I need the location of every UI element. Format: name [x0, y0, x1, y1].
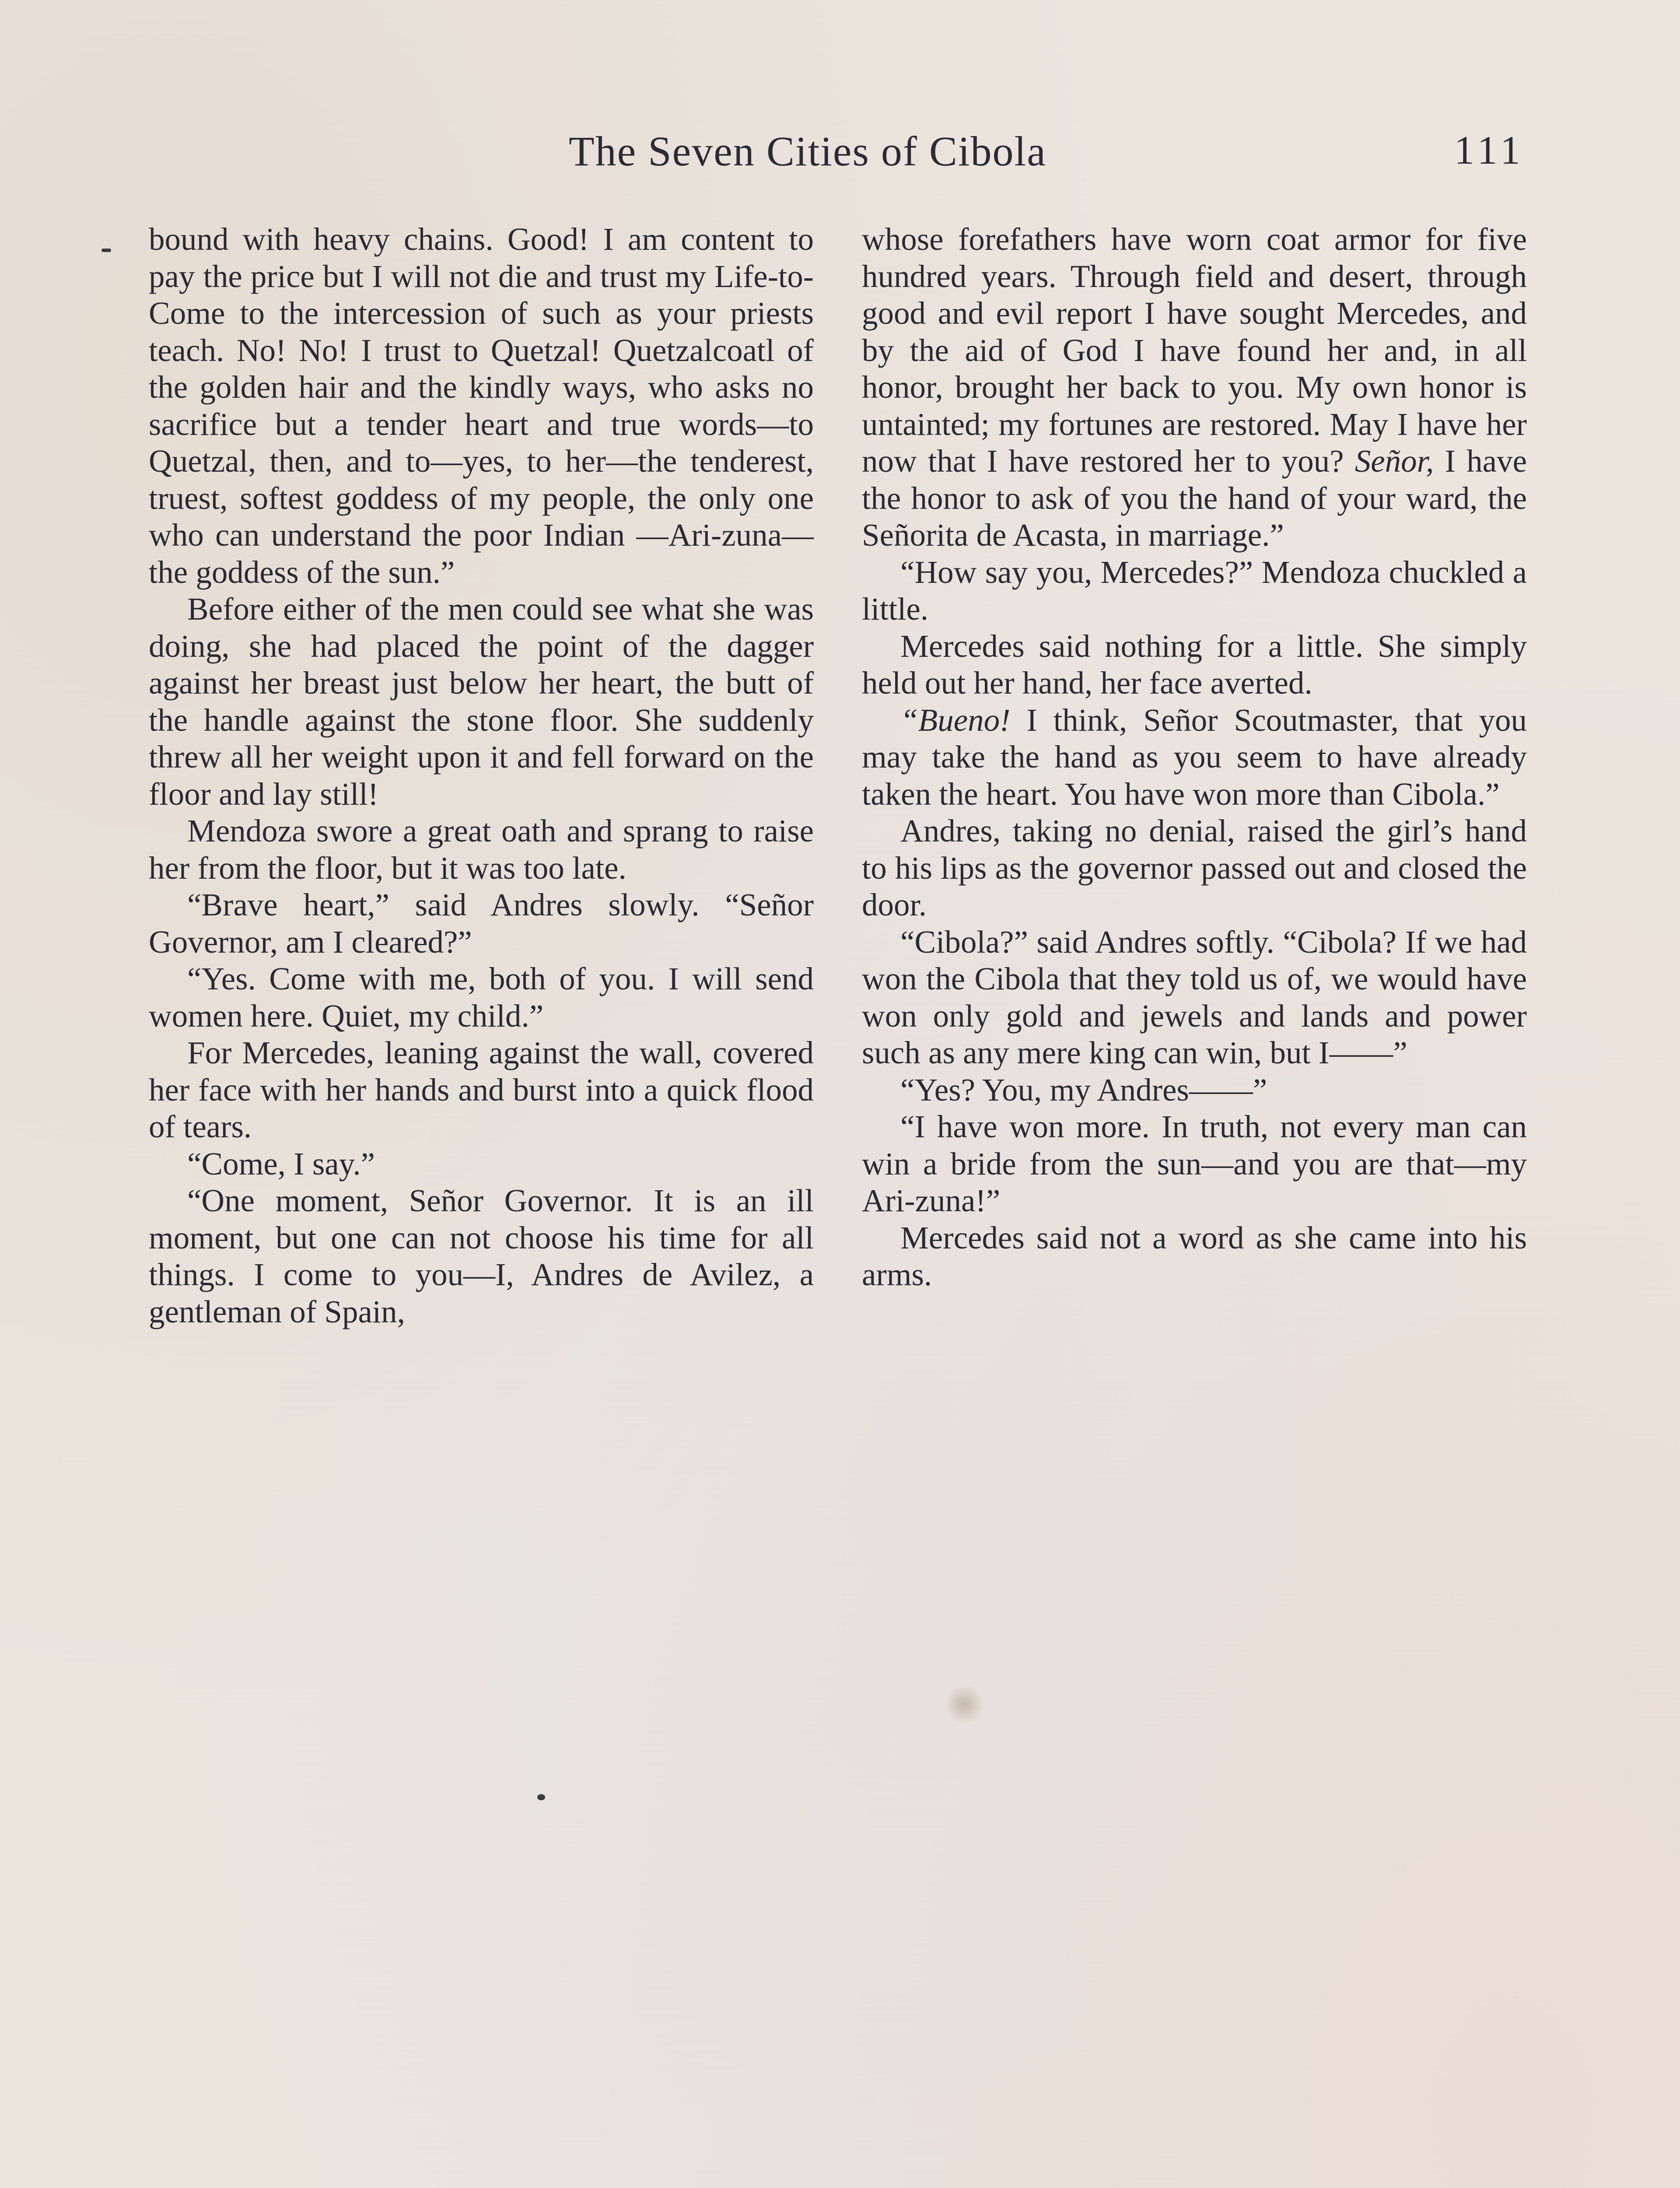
paragraph: “Cibola?” said Andres softly. “Cibola? If we had won the Cibola that they told us of, we would have won only gold and jewels and lands and power such as any mere king can win, but I——”: [862, 924, 1527, 1070]
paragraph: Before either of the men could see what she was doing, she had placed the point of the dagger against her breast just below her heart, the butt of the handle against the stone floor. She suddenly threw all her weight upon it and fell forward on the floor and lay still!: [149, 591, 814, 812]
left-column: [149, 221, 814, 1330]
paragraph: “How say you, Mercedes?” Mendoza chuckled a little.: [862, 554, 1527, 627]
paragraph: “Brave heart,” said Andres slowly. “Señor Governor, am I cleared?”: [149, 887, 814, 960]
ink-speck: [102, 249, 111, 252]
paragraph-text: I think, Señor Scoutmaster, that you may take the hand as you seem to have already taken the heart. You have won more than Cibola.”: [862, 702, 1527, 812]
paragraph-text: whose forefathers have worn coat armor for five hundred years. Through field and desert, through good and evil report I have sought Mercedes, and by the aid of God I have found her and, in all honor, brought her back to you. My own honor is untainted; my fortunes are restored. May I have her now that I have restored her to you?: [862, 221, 1527, 479]
paragraph: “One moment, Señor Governor. It is an ill moment, but one can not choose his time for all things. I come to you—I, Andres de Avilez, a gentleman of Spain,: [149, 1183, 814, 1329]
paragraph: Mendoza swore a great oath and sprang to raise her from the floor, but it was too late.: [149, 813, 814, 886]
paragraph: [862, 702, 1527, 813]
paper-stain: [945, 1685, 984, 1724]
italic-word: “Bueno!: [900, 702, 1011, 738]
paragraph: bound with heavy chains. Good! I am content to pay the price but I will not die and trust my Life-to-Come to the intercession of such as your priests teach. No! No! I trust to Quetzal! Quetzalcoatl of the golden hair and the kindly ways, who asks no sacrifice but a tender heart and true words—to Quetzal, then, and to—yes, to her—the tenderest, truest, softest goddess of my people, the only one who can understand the poor Indian —Ari-zuna—the goddess of the sun.”: [149, 221, 814, 590]
page-number: 111: [1454, 128, 1525, 172]
running-head: [0, 127, 1680, 184]
paragraph: “I have won more. In truth, not every man can win a bride from the sun—and you are that—my Ari-zuna!”: [862, 1109, 1527, 1218]
paragraph: For Mercedes, leaning against the wall, covered her face with her hands and burst into a quick flood of tears.: [149, 1035, 814, 1144]
paragraph: “Yes. Come with me, both of you. I will send women here. Quiet, my child.”: [149, 961, 814, 1034]
paragraph: [862, 221, 1527, 554]
ink-speck: [537, 1794, 545, 1800]
running-title: The Seven Cities of Cibola: [569, 128, 1046, 175]
paragraph: “Come, I say.”: [187, 1146, 375, 1182]
paragraph: Andres, taking no denial, raised the girl’s hand to his lips as the governor passed out and closed the door.: [862, 813, 1527, 922]
right-column: [862, 221, 1527, 1294]
paragraph: “Yes? You, my Andres——”: [900, 1072, 1267, 1108]
paragraph: Mercedes said not a word as she came into his arms.: [862, 1220, 1527, 1292]
italic-word: Señor,: [1354, 443, 1434, 479]
paragraph-text: I have the honor to ask of you the hand of your ward, the Señorita de Acasta, in marriage.”: [862, 443, 1527, 553]
paragraph: Mercedes said nothing for a little. She simply held out her hand, her face averted.: [862, 628, 1527, 701]
